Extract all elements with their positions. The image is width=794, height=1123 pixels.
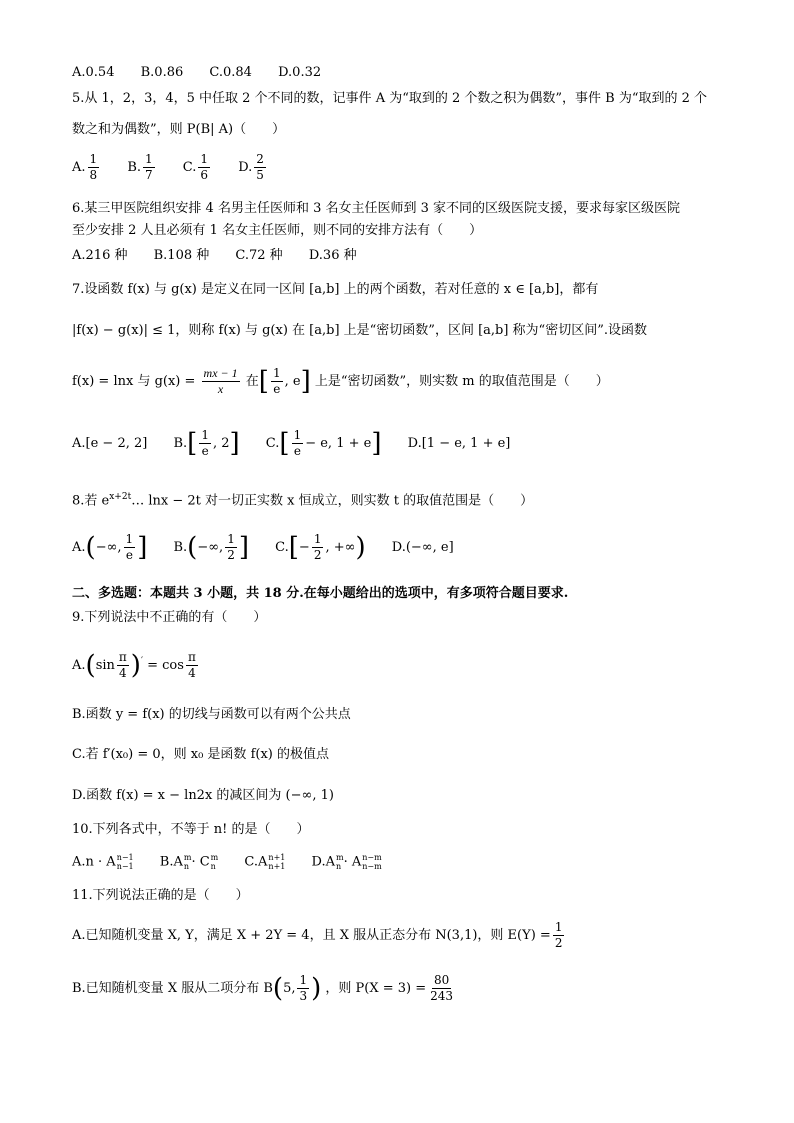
q5-stem-line1: 5.从 1，2，3，4，5 中任取 2 个不同的数，记事件 A 为“取到的 2 个数之积为偶数”，事件 B 为“取到的 2 个 [72, 91, 708, 106]
q9-option-d: D.函数 f(x) = x − ln2x 的减区间为 (−∞, 1) [72, 788, 334, 803]
q11-stem: 11.下列说法正确的是（ ） [72, 888, 249, 903]
q4-options [72, 64, 343, 82]
q7-options [72, 428, 532, 459]
q5-option-c: C. $\frac{1}{6}$ [182, 152, 209, 182]
q4-option-c: C.0.84 [209, 65, 252, 80]
q8-option-c: C.[− $\frac{1}{2}$ , +∞) [275, 532, 366, 563]
q10-stem: 10.下列各式中，不等于 n! 的是（ ） [72, 822, 310, 837]
q10-option-b: B.A m n · C m n [159, 853, 219, 871]
q11-option-a: A.已知随机变量 X, Y，满足 X + 2Y = 4，且 X 服从正态分布 N(3,1)，则 E(Y) = $\frac{1}{2}$ [72, 920, 563, 950]
q8-option-a: A.(−∞, $\frac{1}{e}$ ] [72, 532, 148, 563]
q7-option-d: D.[1 − e, 1 + e] [407, 436, 511, 451]
q7-option-b: B.[ $\frac{1}{e}$ , 2] [173, 428, 240, 459]
q8-option-b: B.(−∞, $\frac{1}{2}$ ] [173, 532, 249, 563]
q6-stem-line2: 至少安排 2 人且必须有 1 名女主任医师，则不同的安排方法有（ ） [72, 223, 483, 238]
q7-stem-line1: 7.设函数 f(x) 与 g(x) 是定义在同一区间 [a,b] 上的两个函数，若对任意的 x ∈ [a,b]，都有 [72, 282, 599, 297]
q6-options [72, 247, 379, 265]
q4-option-b: B.0.86 [140, 65, 184, 80]
q6-stem-line1: 6.某三甲医院组织安排 4 名男主任医师和 3 名女主任医师到 3 家不同的区级医院支援，要求每家区级医院 [72, 201, 681, 216]
q8-options [72, 532, 476, 563]
q6-option-b: B.108 种 [153, 248, 210, 263]
q7-stem-line3: f(x) = lnx 与 g(x) = $\frac{mx - 1}{x}$ 在[ $\frac{1}{e}$ , e] 上是“密切函数”，则实数 m 的取值范围是（ ） [72, 366, 609, 397]
q7-stem-line2: |f(x) − g(x)| ≤ 1，则称 f(x) 与 g(x) 在 [a,b] 上是“密切函数”，区间 [a,b] 称为“密切区间”.设函数 [72, 323, 647, 338]
q6-option-d: D.36 种 [308, 248, 357, 263]
q8-option-d: D.(−∞, e] [391, 540, 454, 555]
q10-option-d: D.A m n · A n−m n−m [311, 853, 382, 871]
q10-option-a: A.n · A n−1 n−1 [72, 853, 134, 871]
section-2-heading: 二、多选题：本题共 3 小题，共 18 分.在每小题给出的选项中，有多项符合题目要求. [72, 586, 569, 601]
q4-option-a: A.0.54 [72, 65, 115, 80]
q5-option-a: A. $\frac{1}{8}$ [72, 152, 98, 182]
q7-option-a: A.[e − 2, 2] [72, 436, 148, 451]
q6-option-c: C.72 种 [235, 248, 283, 263]
q9-option-c: C.若 f′(x₀) = 0，则 x₀ 是函数 f(x) 的极值点 [72, 747, 329, 762]
q5-stem-line2: 数之和为偶数”，则 P(B| A)（ ） [72, 122, 286, 137]
q5-option-d: D. $\frac{2}{5}$ [238, 152, 264, 182]
q5-option-b: B. $\frac{1}{7}$ [127, 152, 153, 182]
q10-options [72, 853, 404, 872]
q5-options [72, 152, 290, 183]
q7-option-c: C.[ $\frac{1}{e}$ − e, 1 + e] [265, 428, 382, 459]
q9-option-b: B.函数 y = f(x) 的切线与函数可以有两个公共点 [72, 707, 351, 722]
q6-option-a: A.216 种 [72, 248, 128, 263]
q8-stem: 8.若 $e^{x+2t}\dots$ lnx − 2t 对一切正实数 x 恒成立，则实数 t 的取值范围是（ ） [72, 492, 534, 509]
q9-option-a: A.(sin $\frac{\pi}{4}$ )′ = cos $\frac{\pi}{4}$ [72, 650, 196, 681]
q9-stem: 9.下列说法中不正确的有（ ） [72, 610, 267, 625]
q4-option-d: D.0.32 [278, 65, 322, 80]
q10-option-c: C.A n+1 n+1 [244, 853, 286, 871]
q11-option-b: B.已知随机变量 X 服从二项分布 B(5, $\frac{1}{3}$ ) ，则 P(X = 3) = $\frac{80}{243}$ [72, 973, 454, 1004]
